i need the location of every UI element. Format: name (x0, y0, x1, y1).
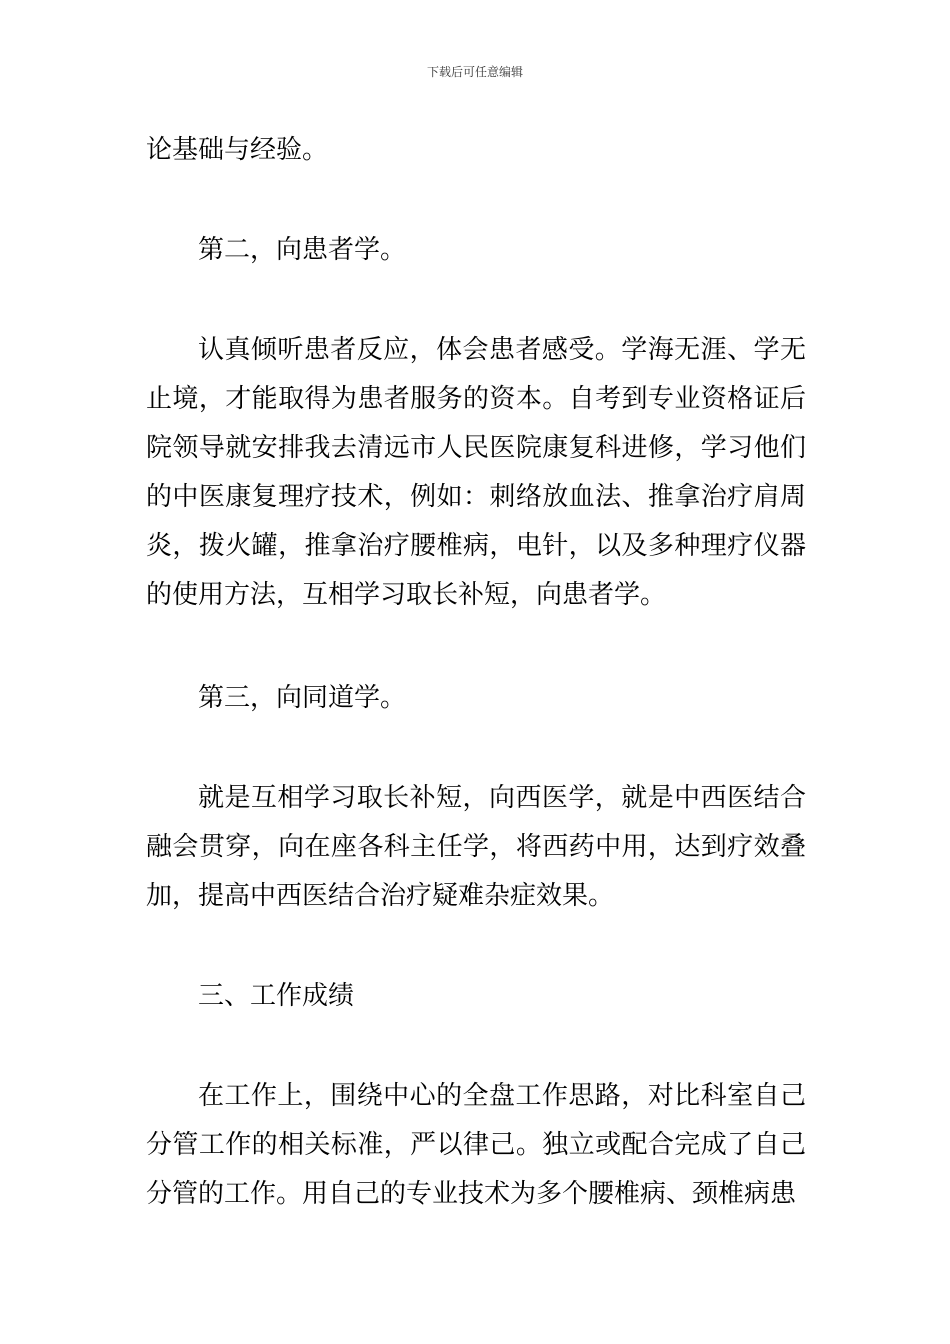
paragraph-work-achievements: 在工作上，围绕中心的全盘工作思路，对比科室自己分管工作的相关标准，严以律己。独立或配合完成了自己分管的工作。用自己的专业技术为多个腰椎病、颈椎病患 (146, 1081, 806, 1209)
paragraph-continuation: 论基础与经验。 (146, 135, 329, 165)
paragraph-heading-third: 第三，向同道学。 (198, 683, 407, 713)
paragraph-learn-from-patients: 认真倾听患者反应，体会患者感受。学海无涯、学无止境，才能取得为患者服务的资本。自考到专业资格证后院领导就安排我去清远市人民医院康复科进修，学习他们的中医康复理疗技术，例如：刺络放血法、推拿治疗肩周炎，拨火罐，推拿治疗腰椎病，电针，以及多种理疗仪器的使用方法，互相学习取长补短，向患者学。 (146, 335, 806, 610)
page-header: 下载后可任意编辑 (426, 65, 523, 79)
paragraph-learn-from-peers: 就是互相学习取长补短，向西医学，就是中西医结合融会贯穿，向在座各科主任学，将西药中用，达到疗效叠加，提高中西医结合治疗疑难杂症效果。 (146, 783, 806, 911)
paragraph-heading-second: 第二，向患者学。 (198, 235, 407, 265)
section-heading-achievements: 三、工作成绩 (198, 981, 355, 1011)
